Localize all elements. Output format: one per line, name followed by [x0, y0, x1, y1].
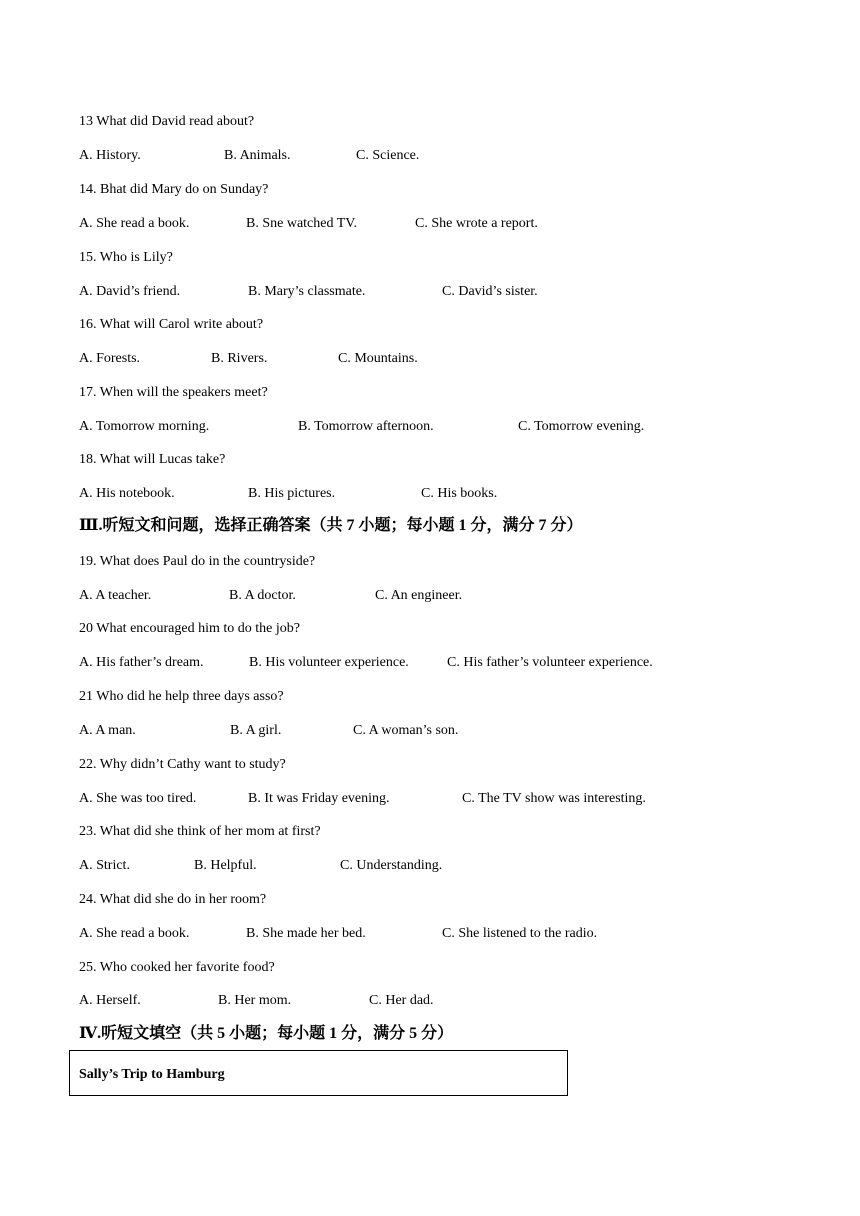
q13-option-b: B. Animals.: [224, 148, 291, 163]
q15-option-c: C. David’s sister.: [442, 284, 538, 299]
q24-option-c: C. She listened to the radio.: [442, 926, 598, 941]
passage-title: Sally’s Trip to Hamburg: [79, 1067, 225, 1082]
q17-option-c: C. Tomorrow evening.: [518, 419, 645, 434]
question-14: 14. Bhat did Mary do on Sunday?: [79, 182, 269, 197]
q14-option-b: B. Sne watched TV.: [246, 216, 358, 231]
q21-option-a: A. A man.: [79, 723, 136, 738]
q25-option-a: A. Herself.: [79, 993, 141, 1008]
question-20: 20 What encouraged him to do the job?: [79, 621, 300, 636]
question-13: 13 What did David read about?: [79, 114, 255, 129]
q25-option-b: B. Her mom.: [218, 993, 292, 1008]
q16-option-a: A. Forests.: [79, 351, 141, 366]
q15-option-b: B. Mary’s classmate.: [248, 284, 366, 299]
q20-option-b: B. His volunteer experience.: [249, 655, 409, 670]
q17-option-a: A. Tomorrow morning.: [79, 419, 210, 434]
q13-option-a: A. History.: [79, 148, 141, 163]
section-3-heading: Ⅲ.听短文和问题，选择正确答案（共 7 小题；每小题 1 分，满分 7 分）: [79, 517, 583, 534]
q13-option-c: C. Science.: [356, 148, 420, 163]
question-25: 25. Who cooked her favorite food?: [79, 960, 275, 975]
question-22: 22. Why didn’t Cathy want to study?: [79, 757, 286, 772]
q16-option-c: C. Mountains.: [338, 351, 418, 366]
question-18: 18. What will Lucas take?: [79, 452, 226, 467]
q15-option-a: A. David’s friend.: [79, 284, 181, 299]
question-16: 16. What will Carol write about?: [79, 317, 264, 332]
q14-option-a: A. She read a book.: [79, 216, 190, 231]
q18-option-c: C. His books.: [421, 486, 498, 501]
q20-option-c: C. His father’s volunteer experience.: [447, 655, 653, 670]
q22-option-b: B. It was Friday evening.: [248, 791, 390, 806]
q22-option-c: C. The TV show was interesting.: [462, 791, 646, 806]
q24-option-b: B. She made her bed.: [246, 926, 366, 941]
q23-option-b: B. Helpful.: [194, 858, 257, 873]
q19-option-b: B. A doctor.: [229, 588, 296, 603]
q14-option-c: C. She wrote a report.: [415, 216, 538, 231]
q21-option-c: C. A woman’s son.: [353, 723, 459, 738]
section-4-heading: Ⅳ.听短文填空（共 5 小题；每小题 1 分，满分 5 分）: [79, 1025, 454, 1042]
q21-option-b: B. A girl.: [230, 723, 282, 738]
q19-option-c: C. An engineer.: [375, 588, 463, 603]
q24-option-a: A. She read a book.: [79, 926, 190, 941]
question-23: 23. What did she think of her mom at first?: [79, 824, 321, 839]
q19-option-a: A. A teacher.: [79, 588, 152, 603]
q18-option-b: B. His pictures.: [248, 486, 336, 501]
q22-option-a: A. She was too tired.: [79, 791, 197, 806]
question-21: 21 Who did he help three days asso?: [79, 689, 284, 704]
q18-option-a: A. His notebook.: [79, 486, 175, 501]
passage-title-box: [69, 1050, 568, 1096]
question-15: 15. Who is Lily?: [79, 250, 173, 265]
question-19: 19. What does Paul do in the countryside?: [79, 554, 316, 569]
q25-option-c: C. Her dad.: [369, 993, 434, 1008]
q17-option-b: B. Tomorrow afternoon.: [298, 419, 434, 434]
question-17: 17. When will the speakers meet?: [79, 385, 268, 400]
q20-option-a: A. His father’s dream.: [79, 655, 204, 670]
question-24: 24. What did she do in her room?: [79, 892, 267, 907]
q16-option-b: B. Rivers.: [211, 351, 268, 366]
q23-option-c: C. Understanding.: [340, 858, 443, 873]
q23-option-a: A. Strict.: [79, 858, 130, 873]
